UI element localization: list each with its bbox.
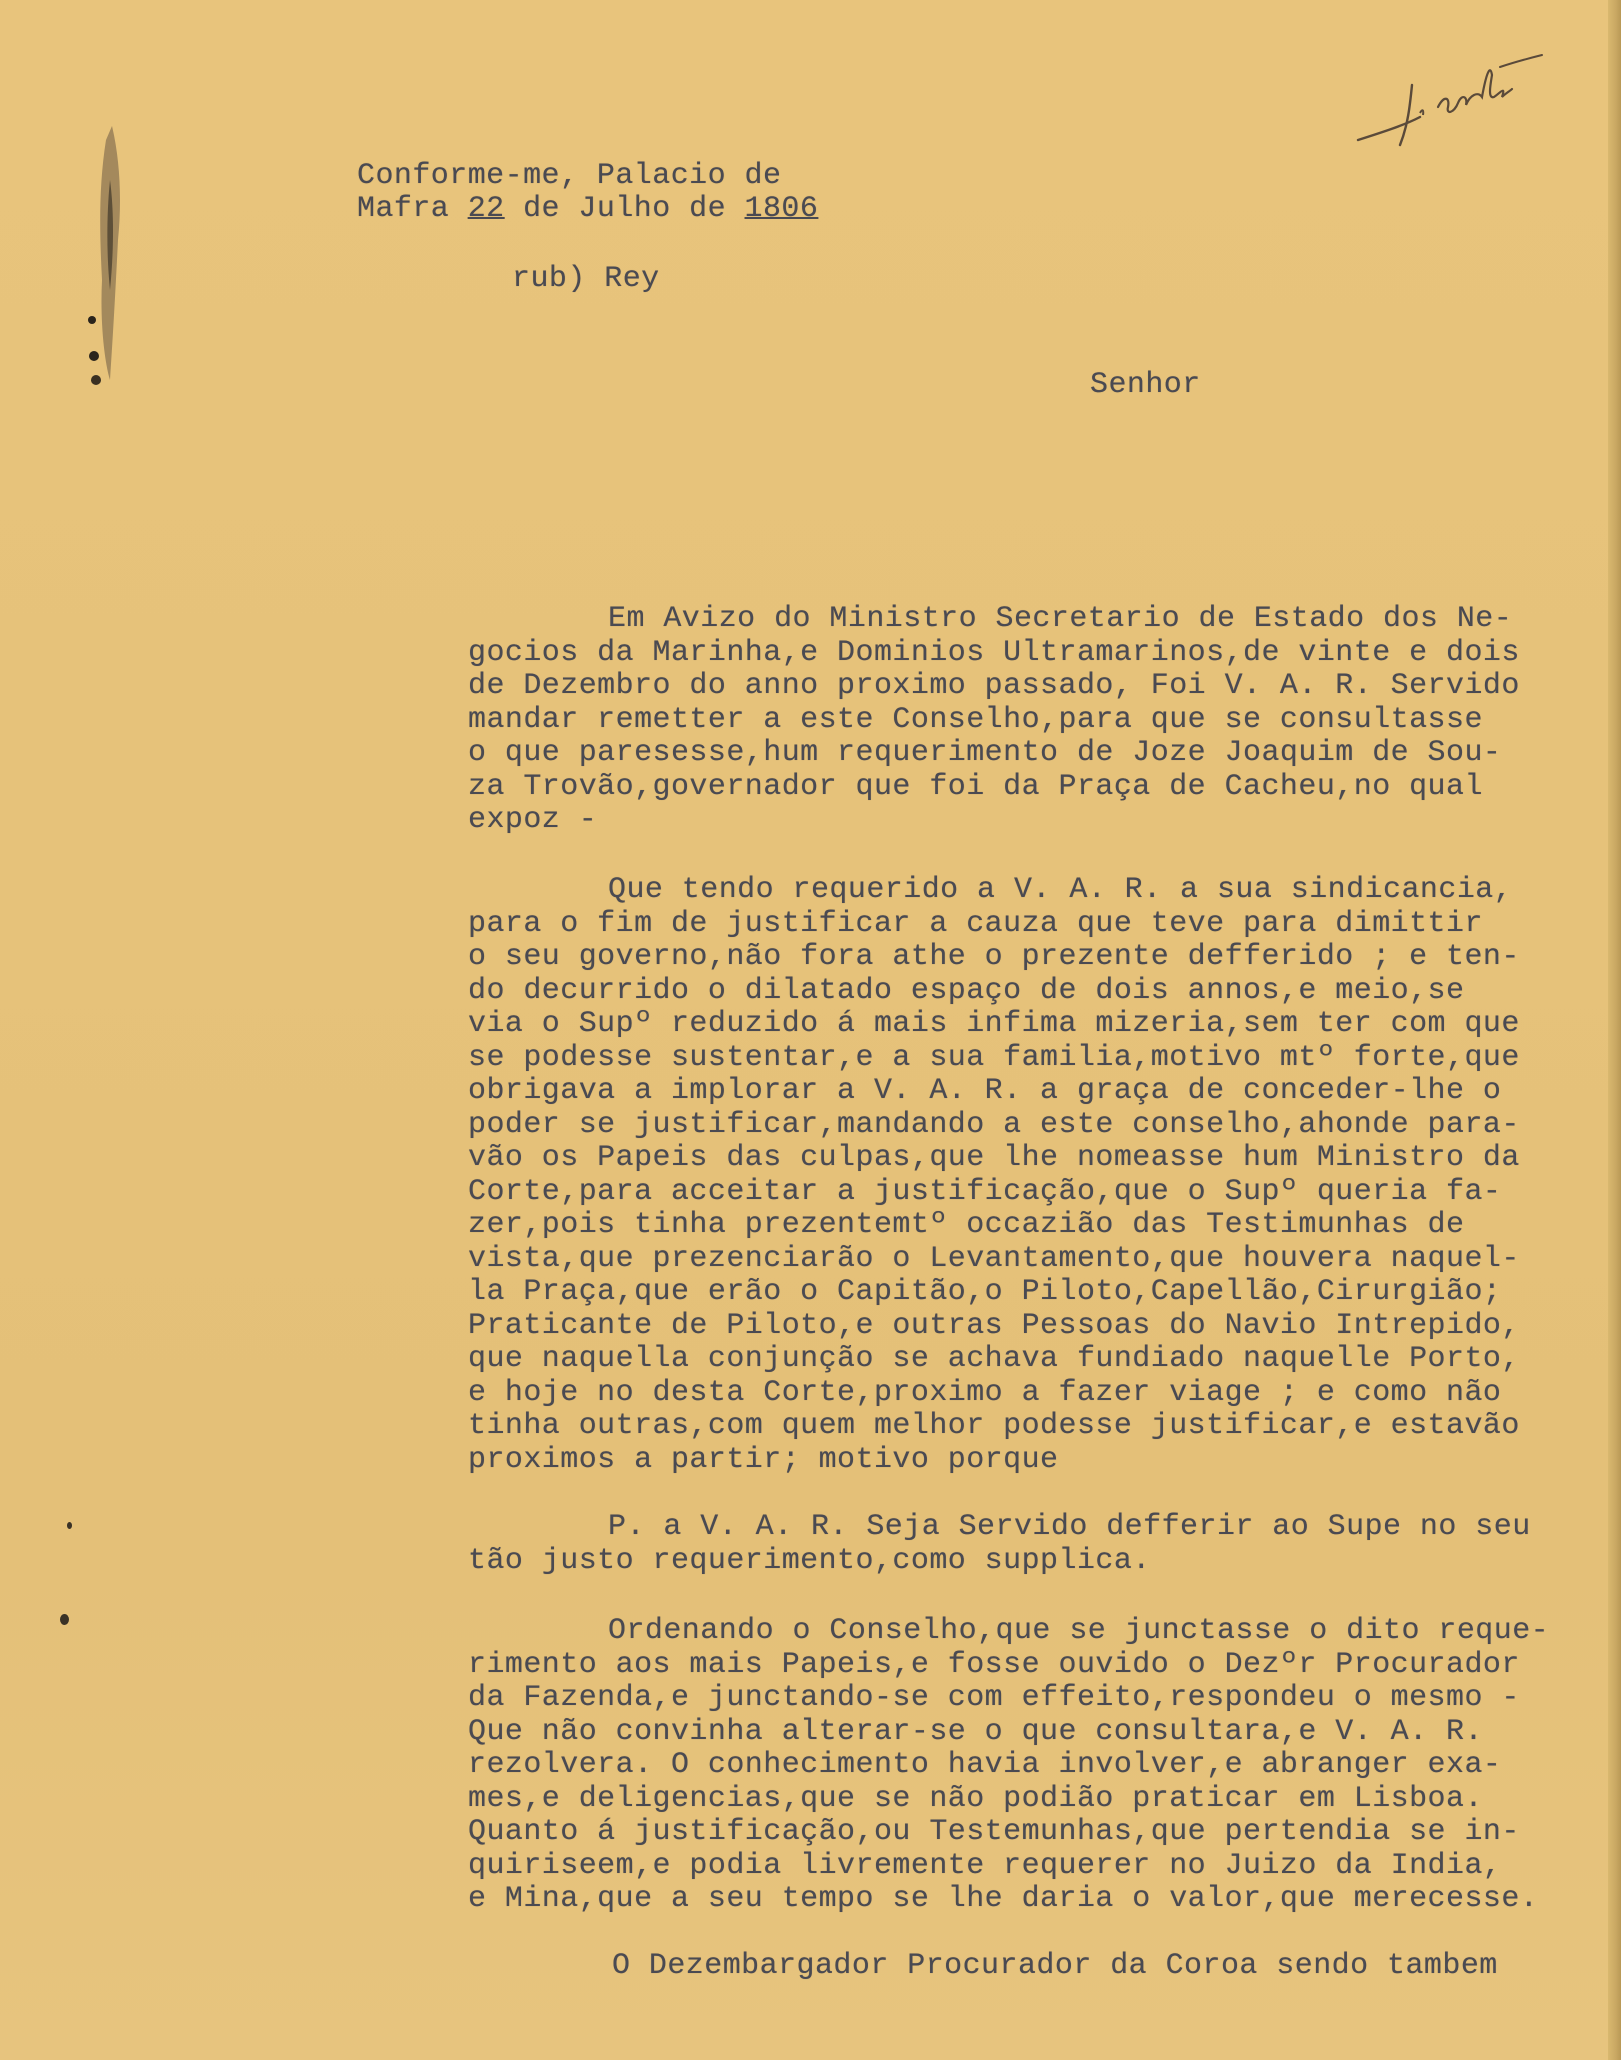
paragraph-line: que naquella conjunção se achava fundiado naquelle Porto, bbox=[468, 1342, 1520, 1376]
paragraph-line: e hoje no desta Corte,proximo a fazer viage ; e como não bbox=[468, 1375, 1502, 1410]
paragraph-line: Corte,para acceitar a justificação,que o Supº queria fa- bbox=[468, 1174, 1502, 1209]
paragraph-line: expoz - bbox=[468, 803, 598, 837]
paragraph-line: da Fazenda,e junctando-se com effeito,respondeu o mesmo - bbox=[468, 1681, 1520, 1715]
header-line2-prefix: Mafra bbox=[357, 192, 468, 226]
header-day: 22 bbox=[467, 192, 505, 226]
paragraph-line: proximos a partir; motivo porque bbox=[468, 1442, 1059, 1477]
rubrica-line: rub) Rey bbox=[512, 262, 660, 296]
paragraph-line: vão os Papeis das culpas,que lhe nomeasse hum Ministro da bbox=[468, 1141, 1520, 1175]
paragraph-line: de Dezembro do anno proximo passado, Foi V. A. R. Servido bbox=[468, 669, 1520, 703]
paragraph-line: rezolvera. O conhecimento havia involver,e abranger exa- bbox=[468, 1748, 1502, 1782]
paragraph-line: Quanto á justificação,ou Testemunhas,que pertendia se in- bbox=[468, 1815, 1520, 1849]
paragraph-line: mandar remetter a este Conselho,para que se consultasse bbox=[468, 702, 1483, 737]
paragraph-line: la Praça,que erão o Capitão,o Piloto,Capellão,Cirurgião; bbox=[468, 1275, 1502, 1309]
ink-speck bbox=[67, 1522, 72, 1529]
paragraph-line: obrigava a implorar a V. A. R. a graça de conceder-lhe o bbox=[468, 1074, 1502, 1108]
paragraph-line: o seu governo,não fora athe o prezente defferido ; e ten- bbox=[468, 940, 1520, 974]
paragraph-line: zer,pois tinha prezentemtº occazião das Testimunhas de bbox=[468, 1208, 1465, 1242]
document-header bbox=[357, 160, 818, 226]
paragraph-line: za Trovão,governador que foi da Praça de Cacheu,no qual bbox=[468, 769, 1483, 804]
handwritten-signature-icon bbox=[1350, 45, 1550, 155]
paragraph-line: Que não convinha alterar-se o que consultara,e V. A. R. bbox=[468, 1714, 1483, 1749]
header-year: 1806 bbox=[744, 192, 819, 226]
paragraph-line: para o fim de justificar a cauza que teve para dimittir bbox=[468, 906, 1483, 941]
header-line2-mid: de Julho de bbox=[504, 192, 745, 226]
binder-hole-stain-icon bbox=[80, 120, 140, 390]
salutation: Senhor bbox=[1090, 368, 1201, 402]
paragraph-line: poder se justificar,mandando a este conselho,ahonde para- bbox=[468, 1107, 1520, 1142]
paragraph-line: Que tendo requerido a V. A. R. a sua sindicancia, bbox=[608, 873, 1513, 907]
paragraph-line: mes,e deligencias,que se não podião praticar em Lisboa. bbox=[468, 1781, 1483, 1816]
header-line1: Conforme-me, Palacio de bbox=[357, 159, 782, 193]
paragraph-line: Praticante de Piloto,e outras Pessoas do Navio Intrepido, bbox=[468, 1308, 1520, 1343]
paragraph-line: Em Avizo do Ministro Secretario de Estado dos Ne- bbox=[608, 602, 1513, 636]
paragraph-5: O Dezembargador Procurador da Coroa sendo tambem bbox=[612, 1949, 1498, 1983]
paragraph-line: via o Supº reduzido á mais infima mizeria,sem ter com que bbox=[468, 1007, 1520, 1041]
paragraph-line: se podesse sustentar,e a sua familia,motivo mtº forte,que bbox=[468, 1040, 1520, 1075]
paragraph-line: do decurrido o dilatado espaço de dois annos,e meio,se bbox=[468, 973, 1465, 1008]
paragraph-line: tinha outras,com quem melhor podesse justificar,e estavão bbox=[468, 1409, 1520, 1443]
paragraph-line: rimento aos mais Papeis,e fosse ouvido o Dezºr Procurador bbox=[468, 1647, 1520, 1682]
paragraph-line: e Mina,que a seu tempo se lhe daria o valor,que merecesse. bbox=[468, 1882, 1539, 1916]
page-edge bbox=[1608, 0, 1621, 2060]
ink-speck bbox=[60, 1614, 69, 1625]
paragraph-line: vista,que prezenciarão o Levantamento,que houvera naquel- bbox=[468, 1241, 1520, 1276]
paragraph-line: P. a V. A. R. Seja Servido defferir ao Supe no seu bbox=[608, 1510, 1531, 1544]
paragraph-line: tão justo requerimento,como supplica. bbox=[468, 1543, 1151, 1578]
paragraph-line: Ordenando o Conselho,que se junctasse o dito reque- bbox=[608, 1614, 1550, 1648]
paragraph-line: o que paresesse,hum requerimento de Joze Joaquim de Sou- bbox=[468, 736, 1502, 770]
paragraph-line: quiriseem,e podia livremente requerer no Juizo da India, bbox=[468, 1848, 1502, 1883]
paragraph-line: gocios da Marinha,e Dominios Ultramarinos,de vinte e dois bbox=[468, 635, 1520, 670]
